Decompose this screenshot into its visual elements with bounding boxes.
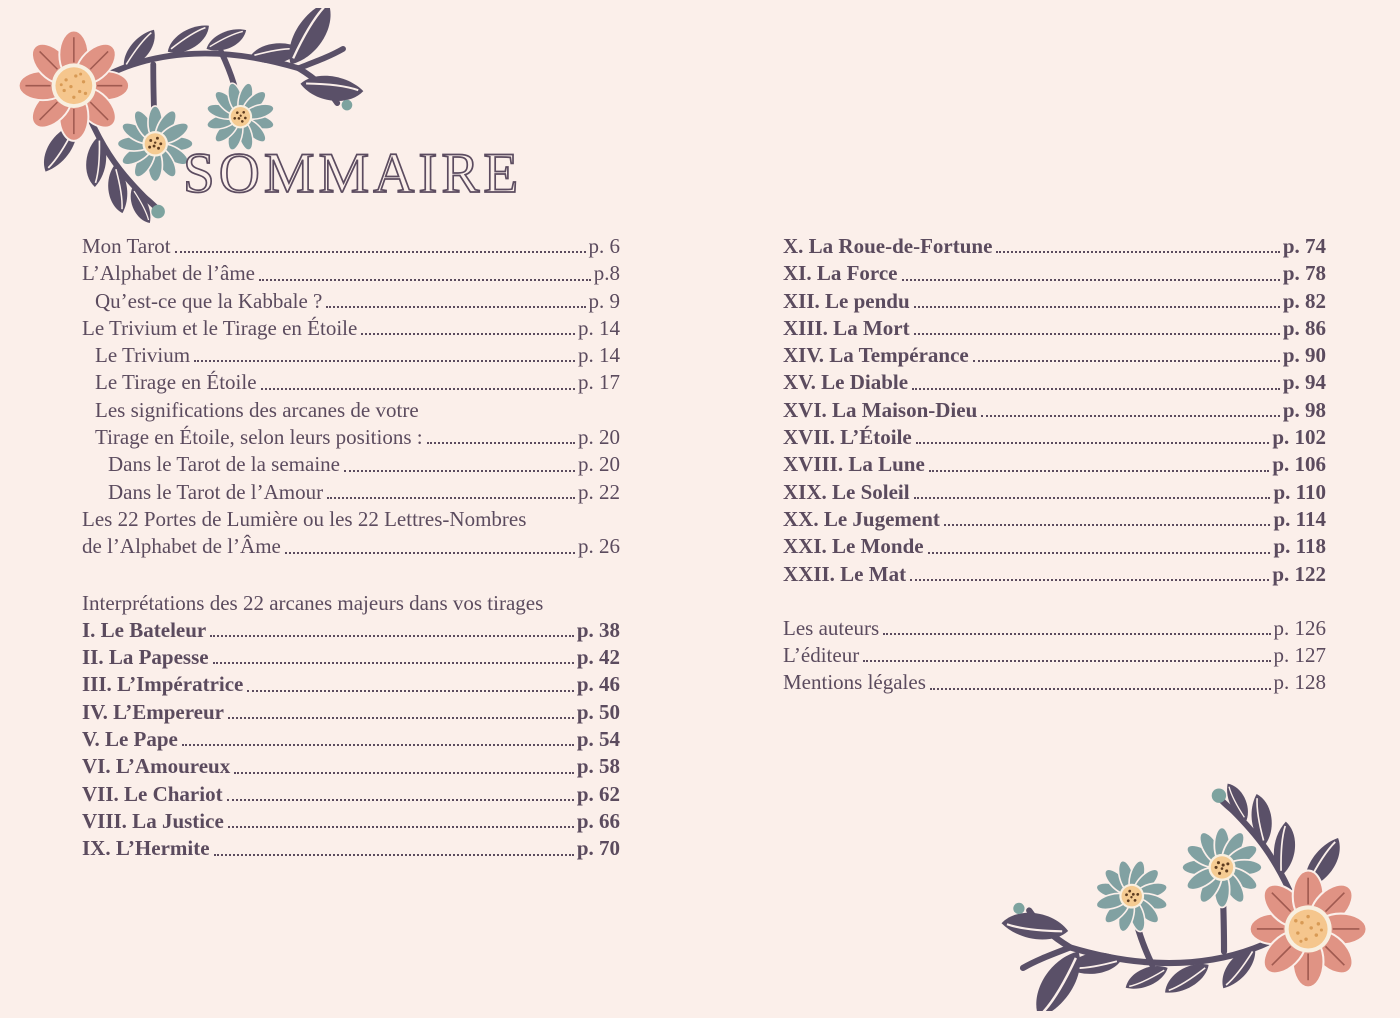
toc-entry-label: Le Trivium et le Tirage en Étoile (82, 315, 358, 340)
toc-leader-dots (944, 524, 1271, 526)
toc-leader-dots (194, 360, 575, 362)
toc-entry (783, 260, 1326, 287)
floral-decoration-bottom-right (972, 770, 1394, 1011)
toc-entry (82, 590, 620, 617)
toc-leader-dots (863, 660, 1270, 662)
toc-leader-dots (327, 497, 575, 499)
toc-leader-dots (213, 662, 574, 664)
toc-entry-label: XI. La Force (783, 261, 898, 286)
toc-entry-label: XX. Le Jugement (783, 506, 940, 531)
toc-leader-dots (227, 799, 574, 801)
toc-entry (82, 369, 620, 396)
toc-entry-page: p. 94 (1282, 370, 1326, 395)
toc-entry (783, 397, 1326, 424)
toc-entry-label: VIII. La Justice (82, 808, 224, 833)
toc-leader-dots (182, 744, 574, 746)
toc-entry (82, 808, 620, 835)
toc-leader-dots (973, 360, 1280, 362)
toc-entry-label: Le Tirage en Étoile (95, 370, 257, 395)
toc-entry-label: III. L’Impératrice (82, 672, 244, 697)
toc-entry-label: de l’Alphabet de l’Âme (82, 534, 281, 559)
toc-entry-page: p. 58 (576, 754, 620, 779)
toc-entry (783, 561, 1326, 588)
toc-entry-label: Mon Tarot (82, 234, 171, 258)
toc-entry-page: p. 122 (1272, 561, 1326, 586)
toc-leader-dots (261, 388, 575, 390)
toc-entry-label: XVII. L’Étoile (783, 425, 912, 450)
toc-entry (82, 533, 620, 560)
toc-leader-dots (285, 552, 575, 554)
toc-entry (82, 315, 620, 342)
toc-entry-label: I. Le Bateleur (82, 617, 207, 642)
toc-entry (82, 671, 620, 698)
toc-entry-page: p. 70 (576, 836, 620, 861)
toc-leader-dots (344, 470, 575, 472)
toc-entry (783, 342, 1326, 369)
toc-entry-page: p. 98 (1282, 397, 1326, 422)
toc-leader-dots (214, 854, 574, 856)
toc-entry-label: XXII. Le Mat (783, 561, 907, 586)
toc-entry-label: Les significations des arcanes de votre (95, 397, 419, 422)
toc-entry (82, 479, 620, 506)
toc-entry (82, 451, 620, 478)
toc-entry (82, 260, 620, 287)
toc-entry-page: p. 106 (1272, 452, 1326, 477)
toc-column-right (783, 233, 1326, 697)
toc-entry-label: XXI. Le Monde (783, 534, 924, 559)
toc-leader-dots (361, 333, 575, 335)
toc-leader-dots (914, 497, 1271, 499)
toc-leader-dots (910, 579, 1269, 581)
toc-entry-label: Le Trivium (95, 343, 191, 368)
toc-leader-dots (902, 279, 1280, 281)
toc-leader-dots (928, 552, 1271, 554)
toc-entry-page: p. 78 (1282, 261, 1326, 286)
toc-entry (783, 506, 1326, 533)
toc-entry-page: p. 127 (1273, 643, 1326, 668)
toc-entry (82, 753, 620, 780)
toc-entry (783, 479, 1326, 506)
toc-entry-page: p. 74 (1282, 234, 1326, 258)
toc-entry (82, 288, 620, 315)
toc-entry (82, 699, 620, 726)
toc-entry-page: p. 20 (578, 452, 620, 477)
toc-leader-dots (210, 635, 574, 637)
floral-branch-illustration (972, 770, 1394, 1011)
toc-entry-label: XII. Le pendu (783, 288, 910, 313)
toc-entry-page: p. 86 (1282, 315, 1326, 340)
toc-leader-dots (930, 688, 1271, 690)
toc-spacer (783, 588, 1326, 615)
toc-entry-page: p. 82 (1282, 288, 1326, 313)
toc-entry (82, 397, 620, 424)
toc-entry-page: p. 38 (576, 617, 620, 642)
toc-entry (783, 315, 1326, 342)
toc-entry-page: p. 62 (576, 781, 620, 806)
toc-entry-label: Tirage en Étoile, selon leurs positions : (95, 425, 423, 450)
toc-entry (82, 726, 620, 753)
toc-entry (82, 424, 620, 451)
toc-leader-dots (912, 388, 1280, 390)
toc-leader-dots (175, 251, 586, 253)
toc-leader-dots (234, 772, 574, 774)
toc-entry (783, 369, 1326, 396)
toc-entry (783, 288, 1326, 315)
toc-entry-page: p. 128 (1273, 670, 1326, 695)
toc-entry-label: L’éditeur (783, 643, 860, 668)
toc-entry-page: p. 20 (578, 425, 620, 450)
toc-entry-label: VI. L’Amoureux (82, 754, 231, 779)
toc-leader-dots (929, 470, 1270, 472)
toc-entry-label: Interprétations des 22 arcanes majeurs dans vos tirages (82, 590, 544, 615)
toc-entry (82, 644, 620, 671)
toc-entry-page: p. 26 (578, 534, 620, 559)
toc-entry (82, 617, 620, 644)
toc-entry (783, 424, 1326, 451)
toc-leader-dots (916, 442, 1270, 444)
toc-entry (82, 233, 620, 260)
toc-entry-page: p. 42 (576, 645, 620, 670)
toc-entry (82, 835, 620, 862)
toc-entry-label: II. La Papesse (82, 645, 209, 670)
toc-leader-dots (914, 306, 1280, 308)
toc-leader-dots (914, 333, 1280, 335)
toc-entry-label: Dans le Tarot de la semaine (108, 452, 340, 477)
toc-leader-dots (228, 826, 574, 828)
toc-spacer (82, 561, 620, 590)
toc-entry-page: p. 6 (588, 234, 620, 258)
toc-entry-page: p. 102 (1272, 425, 1326, 450)
toc-entry (82, 342, 620, 369)
toc-entry (783, 669, 1326, 696)
toc-entry-label: L’Alphabet de l’âme (82, 261, 255, 286)
toc-entry-label: IX. L’Hermite (82, 836, 210, 861)
toc-entry (82, 506, 620, 533)
toc-entry (783, 233, 1326, 260)
toc-entry (783, 451, 1326, 478)
toc-entry (82, 781, 620, 808)
toc-entry-label: XIII. La Mort (783, 315, 910, 340)
toc-entry-label: V. Le Pape (82, 727, 178, 752)
toc-entry-page: p. 118 (1273, 534, 1326, 559)
toc-entry-label: XIV. La Tempérance (783, 343, 969, 368)
toc-entry-page: p. 90 (1282, 343, 1326, 368)
toc-entry-page: p. 114 (1273, 506, 1326, 531)
toc-entry-page: p. 14 (578, 315, 620, 340)
toc-entry-page: p. 14 (578, 343, 620, 368)
toc-entry (783, 642, 1326, 669)
toc-entry-page: p. 22 (578, 479, 620, 504)
toc-entry-label: Les 22 Portes de Lumière ou les 22 Lettres-Nombres (82, 506, 527, 531)
toc-entry-page: p. 54 (576, 727, 620, 752)
toc-leader-dots (883, 633, 1270, 635)
toc-entry-label: VII. Le Chariot (82, 781, 223, 806)
toc-leader-dots (427, 442, 575, 444)
toc-entry-page: p. 46 (576, 672, 620, 697)
toc-entry-label: Les auteurs (783, 615, 880, 640)
toc-entry-page: p.8 (593, 261, 620, 286)
toc-leader-dots (228, 717, 574, 719)
toc-entry (783, 533, 1326, 560)
toc-entry (783, 615, 1326, 642)
toc-entry-page: p. 9 (588, 288, 620, 313)
toc-entry-label: X. La Roue-de-Fortune (783, 234, 993, 258)
toc-leader-dots (247, 690, 573, 692)
toc-leader-dots (259, 279, 591, 281)
toc-entry-page: p. 17 (578, 370, 620, 395)
toc-entry-label: XV. Le Diable (783, 370, 909, 395)
toc-entry-label: XVIII. La Lune (783, 452, 925, 477)
toc-entry-label: XIX. Le Soleil (783, 479, 910, 504)
toc-entry-page: p. 50 (576, 699, 620, 724)
toc-entry-label: Dans le Tarot de l’Amour (108, 479, 324, 504)
toc-leader-dots (981, 415, 1280, 417)
toc-entry-label: IV. L’Empereur (82, 699, 224, 724)
page-title: SOMMAIRE (183, 142, 523, 205)
toc-entry-label: XVI. La Maison-Dieu (783, 397, 978, 422)
toc-entry-page: p. 126 (1273, 615, 1326, 640)
toc-entry-label: Qu’est-ce que la Kabbale ? (95, 288, 323, 313)
toc-entry-page: p. 110 (1273, 479, 1326, 504)
toc-entry-label: Mentions légales (783, 670, 926, 695)
toc-leader-dots (326, 306, 585, 308)
toc-column-left (82, 233, 620, 863)
toc-entry-page: p. 66 (576, 808, 620, 833)
toc-leader-dots (996, 251, 1279, 253)
